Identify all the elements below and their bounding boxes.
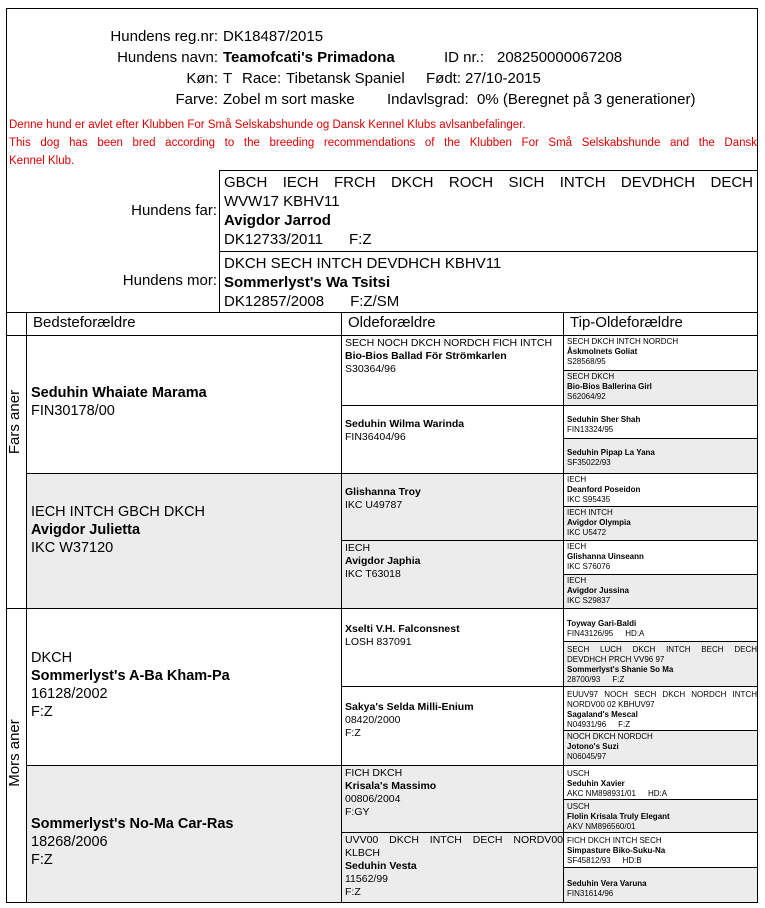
t13-name: Seduhin Xavier: [567, 779, 625, 788]
ggp4-reg: IKC T63018: [345, 568, 401, 580]
grandparent-1: [26, 335, 342, 474]
t16-name: Seduhin Vera Varuna: [567, 879, 647, 888]
ggp8-titles-cont: KLBCH: [345, 847, 381, 859]
ggg-parent-7: [563, 540, 758, 575]
id-label: ID nr.:: [444, 49, 485, 66]
ggp7-hd: F:GY: [345, 806, 370, 818]
ggg-parent-2: [563, 370, 758, 406]
inbreeding-value: 0% (Beregnet på 3 generationer): [477, 91, 696, 108]
t5-name: Deanford Poseidon: [567, 485, 641, 494]
reg-label: Hundens reg.nr:: [110, 28, 218, 45]
grandparent-3: [26, 608, 342, 766]
col-great-grandparents: Oldeforældre: [341, 312, 564, 336]
corner-cell: [6, 312, 27, 336]
t6-name: Avigdor Olympia: [567, 518, 631, 527]
born-value: 27/10-2015: [465, 70, 541, 87]
dam-box: [219, 251, 758, 313]
ggg-parent-6: [563, 506, 758, 541]
ggg-parent-9: [563, 608, 758, 642]
ggp2-name: Seduhin Wilma Warinda: [345, 418, 465, 430]
t14-name: Flolin Krisala Truly Elegant: [567, 812, 670, 821]
name-label: Hundens navn:: [117, 49, 218, 66]
ggp1-titles: SECH NOCH DKCH NORDCH FICH INTCH: [345, 337, 553, 349]
t9-hd: HD:A: [625, 629, 645, 638]
sire-reg: DK12733/2011: [224, 231, 323, 248]
dam-titles: DKCH SECH INTCH DEVDHCH KBHV11: [224, 255, 502, 272]
t2-name: Bio-Bios Ballerina Girl: [567, 382, 652, 391]
t3-reg: FIN13324/95: [567, 425, 614, 434]
ggp7-titles: FICH DKCH: [345, 767, 403, 779]
sex-label: Køn:: [186, 70, 218, 87]
t10-reg: 28700/93: [567, 675, 601, 684]
t13-titles: USCH: [567, 769, 590, 778]
ggp7-name: Krisala's Massimo: [345, 780, 437, 792]
ggg-parent-12: [563, 730, 758, 766]
ggp7-reg: 00806/2004: [345, 793, 401, 805]
col-great-great-grandparents: Tip-Oldeforældre: [563, 312, 758, 336]
ggp6-reg: 08420/2000: [345, 714, 401, 726]
breeding-notice: [9, 116, 757, 170]
t11-titles: EUUV97 NOCH SECH DKCH NORDCH INTCH: [567, 690, 757, 699]
ggg-parent-1: [563, 335, 758, 371]
t6-titles: IECH INTCH: [567, 508, 613, 517]
sire-titles: GBCH IECH FRCH DKCH ROCH SICH INTCH DEVDHCH DECH: [224, 174, 753, 191]
gp3-reg: 16128/2002: [31, 686, 108, 702]
ggp8-hd: F:Z: [345, 886, 361, 898]
dam-side-label: Mors aner: [6, 719, 23, 787]
t7-titles: IECH: [567, 542, 587, 551]
t7-reg: IKC S76076: [567, 562, 611, 571]
t11-reg: N04931/96: [567, 720, 607, 729]
breeding-notice-en-cont: Kennel Klub.: [9, 155, 75, 167]
t11-titles-cont: NORDV00 02 KBHUV97: [567, 700, 655, 709]
t14-reg: AKV NM896560/01: [567, 822, 636, 831]
ggp4-name: Avigdor Japhia: [345, 555, 421, 567]
gp4-name: Sommerlyst's No-Ma Car-Ras: [31, 816, 234, 832]
t13-hd: HD:A: [647, 789, 668, 798]
gp4-hd: F:Z: [31, 852, 53, 868]
ggp8-name: Seduhin Vesta: [345, 860, 417, 872]
ggg-parent-3: [563, 405, 758, 439]
t8-titles: IECH: [567, 576, 587, 585]
race-label: Race:: [242, 70, 282, 87]
color-label: Farve:: [175, 91, 218, 108]
sire-name: Avigdor Jarrod: [224, 212, 331, 229]
ggp6-hd: F:Z: [345, 727, 361, 739]
dam-name: Sommerlyst's Wa Tsitsi: [224, 274, 391, 291]
great-grandparent-3: [341, 473, 564, 541]
reg-value: DK18487/2015: [223, 28, 324, 45]
ggp2-reg: FIN36404/96: [345, 431, 406, 443]
sex-value: T: [223, 70, 233, 87]
t10-hd: F:Z: [612, 675, 625, 684]
ggp5-name: Xselti V.H. Falconsnest: [345, 623, 460, 635]
t12-reg: N06045/97: [567, 752, 607, 761]
race-value: Tibetansk Spaniel: [286, 70, 405, 87]
gp4-reg: 18268/2006: [31, 834, 108, 850]
t6-reg: IKC U5472: [567, 528, 607, 537]
t4-reg: SF35022/93: [567, 458, 611, 467]
dam-reg: DK12857/2008: [224, 293, 325, 310]
gp3-hd: F:Z: [31, 704, 53, 720]
gp2-titles: IECH INTCH GBCH DKCH: [31, 504, 206, 520]
color-value: Zobel m sort maske: [223, 91, 355, 108]
dam-label: Hundens mor:: [122, 272, 217, 289]
gp3-name: Sommerlyst's A-Ba Kham-Pa: [31, 668, 230, 684]
ggg-parent-5: [563, 473, 758, 507]
great-grandparent-1: [341, 335, 564, 406]
t15-hd: HD:B: [622, 856, 642, 865]
breeding-notice-en: This dog has been bred according to the breeding recommendations of the Klubben For Små Selskabshunde and the Dansk: [9, 137, 757, 149]
ggg-parent-16: [563, 867, 758, 903]
col-grandparents: Bedsteforældre: [26, 312, 342, 336]
t5-titles: IECH: [567, 475, 587, 484]
t1-reg: S28568/95: [567, 357, 606, 366]
t1-name: Åskmolnets Goliat: [567, 347, 638, 356]
ggp1-name: Bio-Bios Ballad För Strömkarlen: [345, 350, 507, 362]
ggp3-name: Glishanna Troy: [345, 486, 421, 498]
ggg-parent-14: [563, 799, 758, 833]
grandparent-2: [26, 473, 342, 609]
ggg-parent-13: [563, 765, 758, 800]
ggp8-reg: 11562/99: [345, 873, 389, 885]
t1-titles: SECH DKCH INTCH NORDCH: [567, 337, 679, 346]
great-grandparent-5: [341, 608, 564, 687]
t2-reg: S62064/92: [567, 392, 606, 401]
gp1-name: Seduhin Whaiate Marama: [31, 385, 207, 401]
ggp6-name: Sakya's Selda Milli-Enium: [345, 701, 474, 713]
ggp4-titles: IECH: [345, 542, 371, 554]
gp1-reg: FIN30178/00: [31, 403, 115, 419]
t13-reg: AKC NM898931/01: [567, 789, 636, 798]
t4-name: Seduhin Pipap La Yana: [567, 448, 655, 457]
great-grandparent-7: [341, 765, 564, 833]
dam-hd: F:Z/SM: [350, 293, 400, 310]
born-label: Født:: [426, 70, 462, 87]
breeding-notice-da: Denne hund er avlet efter Klubben For Små Selskabshunde og Dansk Kennel Klubs avlsanbefalinger.: [9, 119, 526, 131]
t10-name: Sommerlyst's Shanie So Ma: [567, 665, 674, 674]
t8-reg: IKC S29837: [567, 596, 611, 605]
gp2-name: Avigdor Julietta: [31, 522, 141, 538]
gp3-titles: DKCH: [31, 650, 73, 666]
t5-reg: IKC S95435: [567, 495, 611, 504]
dog-name: Teamofcati's Primadona: [223, 49, 395, 66]
t11-name: Sagaland's Mescal: [567, 710, 638, 719]
ggg-parent-11: [563, 686, 758, 731]
sire-box: [219, 170, 758, 252]
sire-side-label: Fars aner: [6, 389, 23, 455]
t16-reg: FIN31614/96: [567, 889, 614, 898]
sire-hd: F:Z: [348, 231, 372, 248]
great-grandparent-6: [341, 686, 564, 766]
great-grandparent-4: [341, 540, 564, 609]
ggg-parent-4: [563, 438, 758, 474]
t15-titles: FICH DKCH INTCH SECH: [567, 836, 662, 845]
ggp8-titles: UVV00 DKCH INTCH DECH NORDV00: [345, 834, 563, 846]
inbreeding-label: Indavlsgrad:: [387, 91, 469, 108]
t12-titles: NOCH DKCH NORDCH: [567, 732, 653, 741]
grandparent-4: [26, 765, 342, 903]
t7-name: Glishanna Uinseann: [567, 552, 644, 561]
ggp3-reg: IKC U49787: [345, 499, 403, 511]
sire-titles-cont: WVW17 KBHV11: [224, 193, 340, 210]
id-value: 208250000067208: [497, 49, 623, 66]
t15-reg: SF45812/93: [567, 856, 611, 865]
ggp1-reg: S30364/96: [345, 363, 396, 375]
t2-titles: SECH DKCH: [567, 372, 615, 381]
t10-titles-cont: DEVDHCH PRCH VV96 97: [567, 655, 665, 664]
ggg-parent-10: [563, 641, 758, 687]
gp2-reg: IKC W37120: [31, 540, 114, 556]
great-grandparent-2: [341, 405, 564, 474]
t14-titles: USCH: [567, 802, 590, 811]
ggg-parent-8: [563, 574, 758, 609]
great-grandparent-8: [341, 832, 564, 903]
t9-name: Toyway Gari-Baldi: [567, 619, 637, 628]
t10-titles: SECH LUCH DKCH INTCH BECH DECH: [567, 645, 757, 654]
t11-hd: F:Z: [618, 720, 631, 729]
t12-name: Jotono's Suzi: [567, 742, 619, 751]
sire-label: Hundens far:: [131, 202, 217, 219]
t9-reg: FIN43126/95: [567, 629, 614, 638]
ggg-parent-15: [563, 832, 758, 868]
ggp5-reg: LOSH 837091: [345, 636, 412, 648]
t15-name: Simpasture Biko-Suku-Na: [567, 846, 666, 855]
t3-name: Seduhin Sher Shah: [567, 415, 641, 424]
t8-name: Avigdor Jussina: [567, 586, 629, 595]
